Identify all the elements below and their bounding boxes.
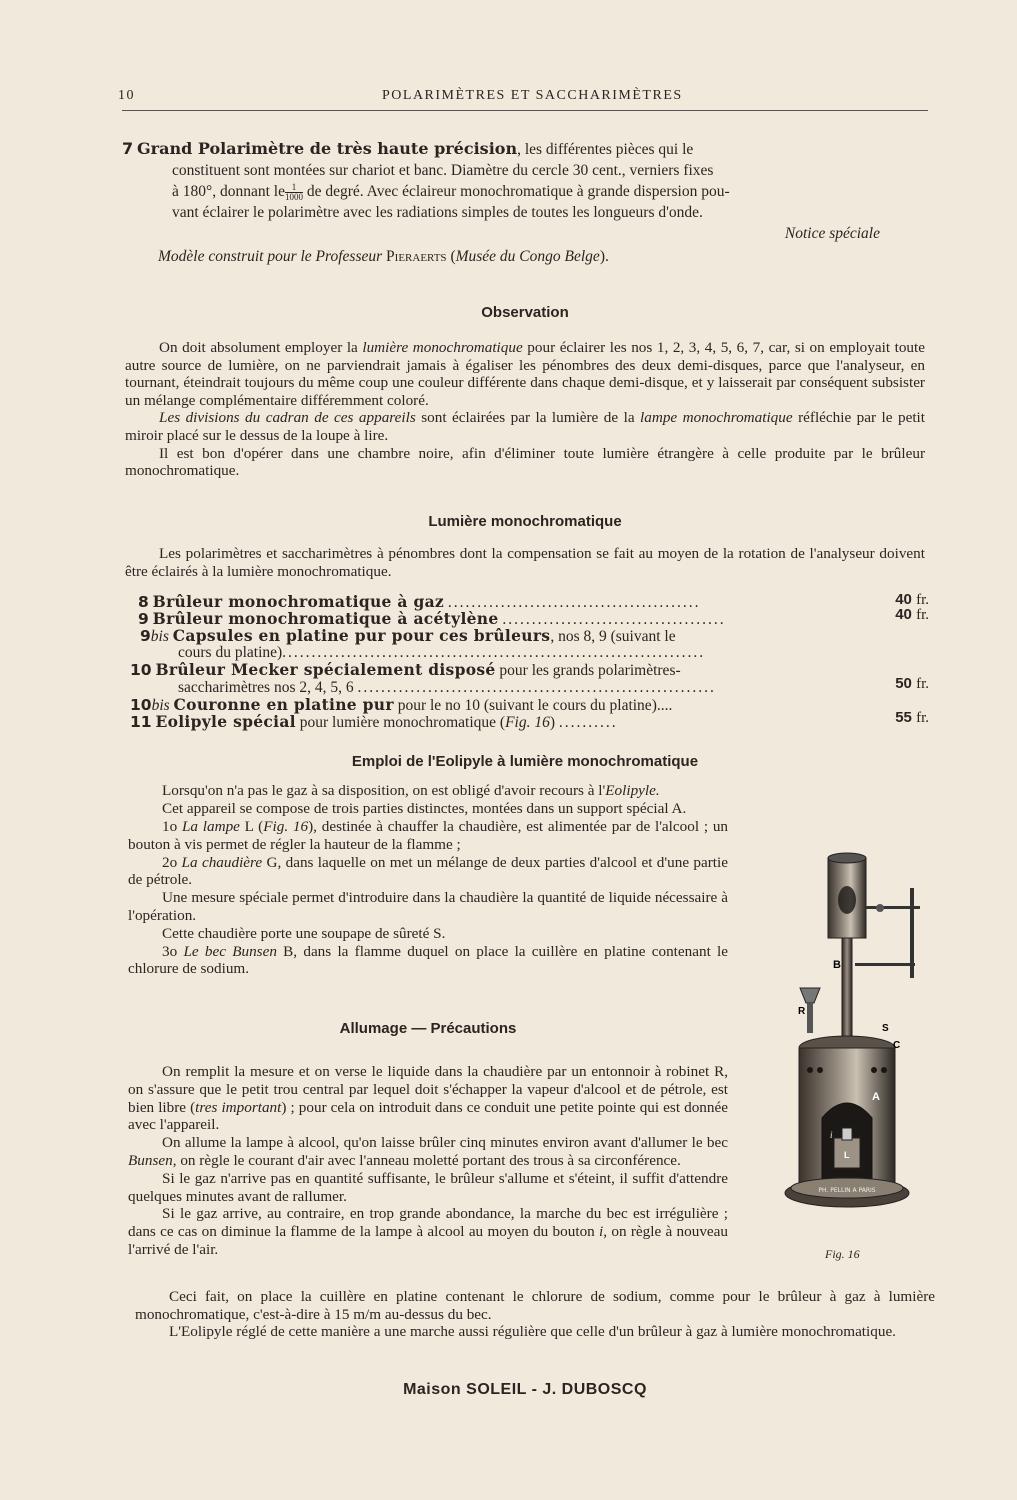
label-i: i <box>830 1130 833 1140</box>
item-7-number: 7 <box>122 139 134 158</box>
price-8: 40 fr. <box>895 591 929 608</box>
figure-caption: Fig. 16 <box>825 1247 860 1261</box>
price-11: 55 fr. <box>895 709 929 726</box>
maker-plate: PH. PELLIN A PARIS <box>818 1187 876 1194</box>
allumage-heading: Allumage — Précautions <box>339 1020 517 1037</box>
emploi-text: 1o La lampe L (Fig. 16), destinée à chauffer la chaudière, est alimentée par de l'alcool ; un bouton à vis permet de régler la hauteur de la flamme ; 2o La chaudière G, dans laquelle on met un mélange de deux parties d'alcool et d'une partie de pétrole. Une mesure spéciale permet d'introduire dans la chaudière la quantité de liquide nécessaire à l'opération. Cette chaudière porte une soupape de sûreté S. 3o Le bec Bunsen B, dans la flamme duquel on place la cuillère en platine contenant le chlorure de sodium. <box>128 818 729 978</box>
label-r: R <box>798 1006 806 1017</box>
item-7-line3: à 180°, donnant le $\frac{1}{1000}$ de degré. Avec éclaireur monochromatique à grande dispersion pou- <box>172 181 730 202</box>
allumage-text: On remplit la mesure et on verse le liquide dans la chaudière par un entonnoir à robinet R, on s'assure que le petit trou central par lequel doit s'échapper la vapeur d'alcool et de pétrole, est bien libre (tres important) ; pour cela on introduit dans ce conduit une petite pointe qui est donnée avec l'appareil. On allume la lampe à alcool, qu'on laisse brûler cinq minutes environ avant d'allumer le bec Bunsen, on règle le courant d'air avec l'anneau moletté portant des trous à sa circonférence. Si le gaz n'arrive pas en quantité suffisante, le brûleur s'allume et s'éteint, il suffit d'attendre quelques minutes avant de rallumer. Si le gaz arrive, au contraire, en trop grande abondance, la marche du bec est irrégulière ; dans ce cas on diminue la flamme de la lampe à alcool au moyen du bouton i, on règle à nouveau l'arrivé de l'air. <box>128 1063 728 1258</box>
emploi-heading: Emploi de l'Eolipyle à lumière monochromatique <box>351 753 699 770</box>
item-11: 11 Eolipyle spécial pour lumière monochromatique (Fig. 16) .......... <box>130 713 618 731</box>
item-7-name: Grand Polarimètre de très haute précision <box>137 139 518 158</box>
allumage-text-wide: Ceci fait, on place la cuillère en platine contenant le chlorure de sodium, comme pour le brûleur à gaz à lumière monochromatique, c'est-à-dire à 15 m/m au-dessus du bec. L'Eolipyle réglé de cette manière a une marche aussi régulière que celle d'un brûleur à gaz à lumière monochromatique. <box>135 1288 935 1341</box>
header-rule <box>122 110 928 111</box>
lumiere-text: Les polarimètres et saccharimètres à pénombres dont la compensation se fait au moyen de la rotation de l'analyseur doivent être éclairés à la lumière monochromatique. <box>125 545 925 580</box>
emploi-intro: Lorsqu'on n'a pas le gaz à sa disposition, on est obligé d'avoir recours à l'Eolipyle. Cet appareil se compose de trois parties distinctes, montées dans un support spécial A. <box>162 782 687 817</box>
page-number: 10 <box>118 88 135 103</box>
price-9: 40 fr. <box>895 606 929 623</box>
label-b: B <box>833 959 841 971</box>
observation-heading: Observation <box>481 304 569 321</box>
lumiere-heading: Lumière monochromatique <box>428 513 622 530</box>
item-7-block: 7 Grand Polarimètre de très haute précision, les différentes pièces qui le constituent sont montées sur chariot et banc. Diamètre du cercle 30 cent., verniers fixes à 180°, donnant le $\frac{1}{1000}$ de degré. Avec éclaireur monochromatique à grande dispersion pou- vant éclairer le polarimètre avec les radiations simples de toutes les longueurs d'onde. Notice spéciale Modèle construit pour le Professeur Pieraerts (Musée du Congo Belge). <box>122 138 928 267</box>
funnel-r <box>800 988 820 1003</box>
fraction: $\frac{1}{1000}$ <box>284 181 303 202</box>
notice-speciale: Notice spéciale <box>784 225 880 242</box>
item-10bis: 10bis Couronne en platine pur pour le no 10 (suivant le cours du platine).... <box>130 695 673 714</box>
label-l: L <box>844 1150 850 1160</box>
running-title: POLARIMÈTRES ET SACCHARIMÈTRES <box>382 88 683 103</box>
label-c: C <box>893 1040 901 1051</box>
observation-text: On doit absolument employer la lumière monochromatique pour éclairer les nos 1, 2, 3, 4, 5, 6, 7, car, si on employait toute autre source de lumière, on ne parviendrait jamais à égaliser les pénombres des deux demi-disques, parce que l'analyseur, en tournant, éteindrait toujours du même coup une couleur différente dans chaque demi-disque, et y laisserait par conséquent subsister un mélange complémentaire différemment coloré. Les divisions du cadran de ces appareils sont éclairées par la lumière de la lampe monochromatique réfléchie par le petit miroir placé sur le dessus de la loupe à lire. Il est bon d'opérer dans une chambre noire, afin d'éliminer toute lumière étrangère à celle produite par le brûleur monochromatique. <box>125 339 925 480</box>
label-s: S <box>882 1023 889 1034</box>
item-9bis-line2: cours du platine)........................................................................ <box>178 644 706 661</box>
footer-imprint: Maison SOLEIL - J. DUBOSCQ <box>403 1381 647 1398</box>
item-7-line2: constituent sont montées sur chariot et banc. Diamètre du cercle 30 cent., verniers fixes <box>172 162 714 179</box>
label-a: A <box>872 1091 880 1103</box>
item-10-line2: saccharimètres nos 2, 4, 5, 6 ............................................................. <box>178 679 716 696</box>
eolipyle-figure <box>760 848 940 1238</box>
item-7-line4: vant éclairer le polarimètre avec les radiations simples de toutes les longueurs d'onde. <box>172 204 703 221</box>
item-10: 10 Brûleur Mecker spécialement disposé pour les grands polarimètres- <box>130 660 681 679</box>
item-9: 9 Brûleur monochromatique à acétylène ...................................... <box>138 610 726 628</box>
item-8: 8 Brûleur monochromatique à gaz ........................................... <box>138 593 701 611</box>
model-line: Modèle construit pour le Professeur Pieraerts (Musée du Congo Belge). <box>158 248 609 265</box>
item-9bis: 9bis Capsules en platine pur pour ces brûleurs, nos 8, 9 (suivant le <box>140 626 676 645</box>
price-10: 50 fr. <box>895 675 929 692</box>
